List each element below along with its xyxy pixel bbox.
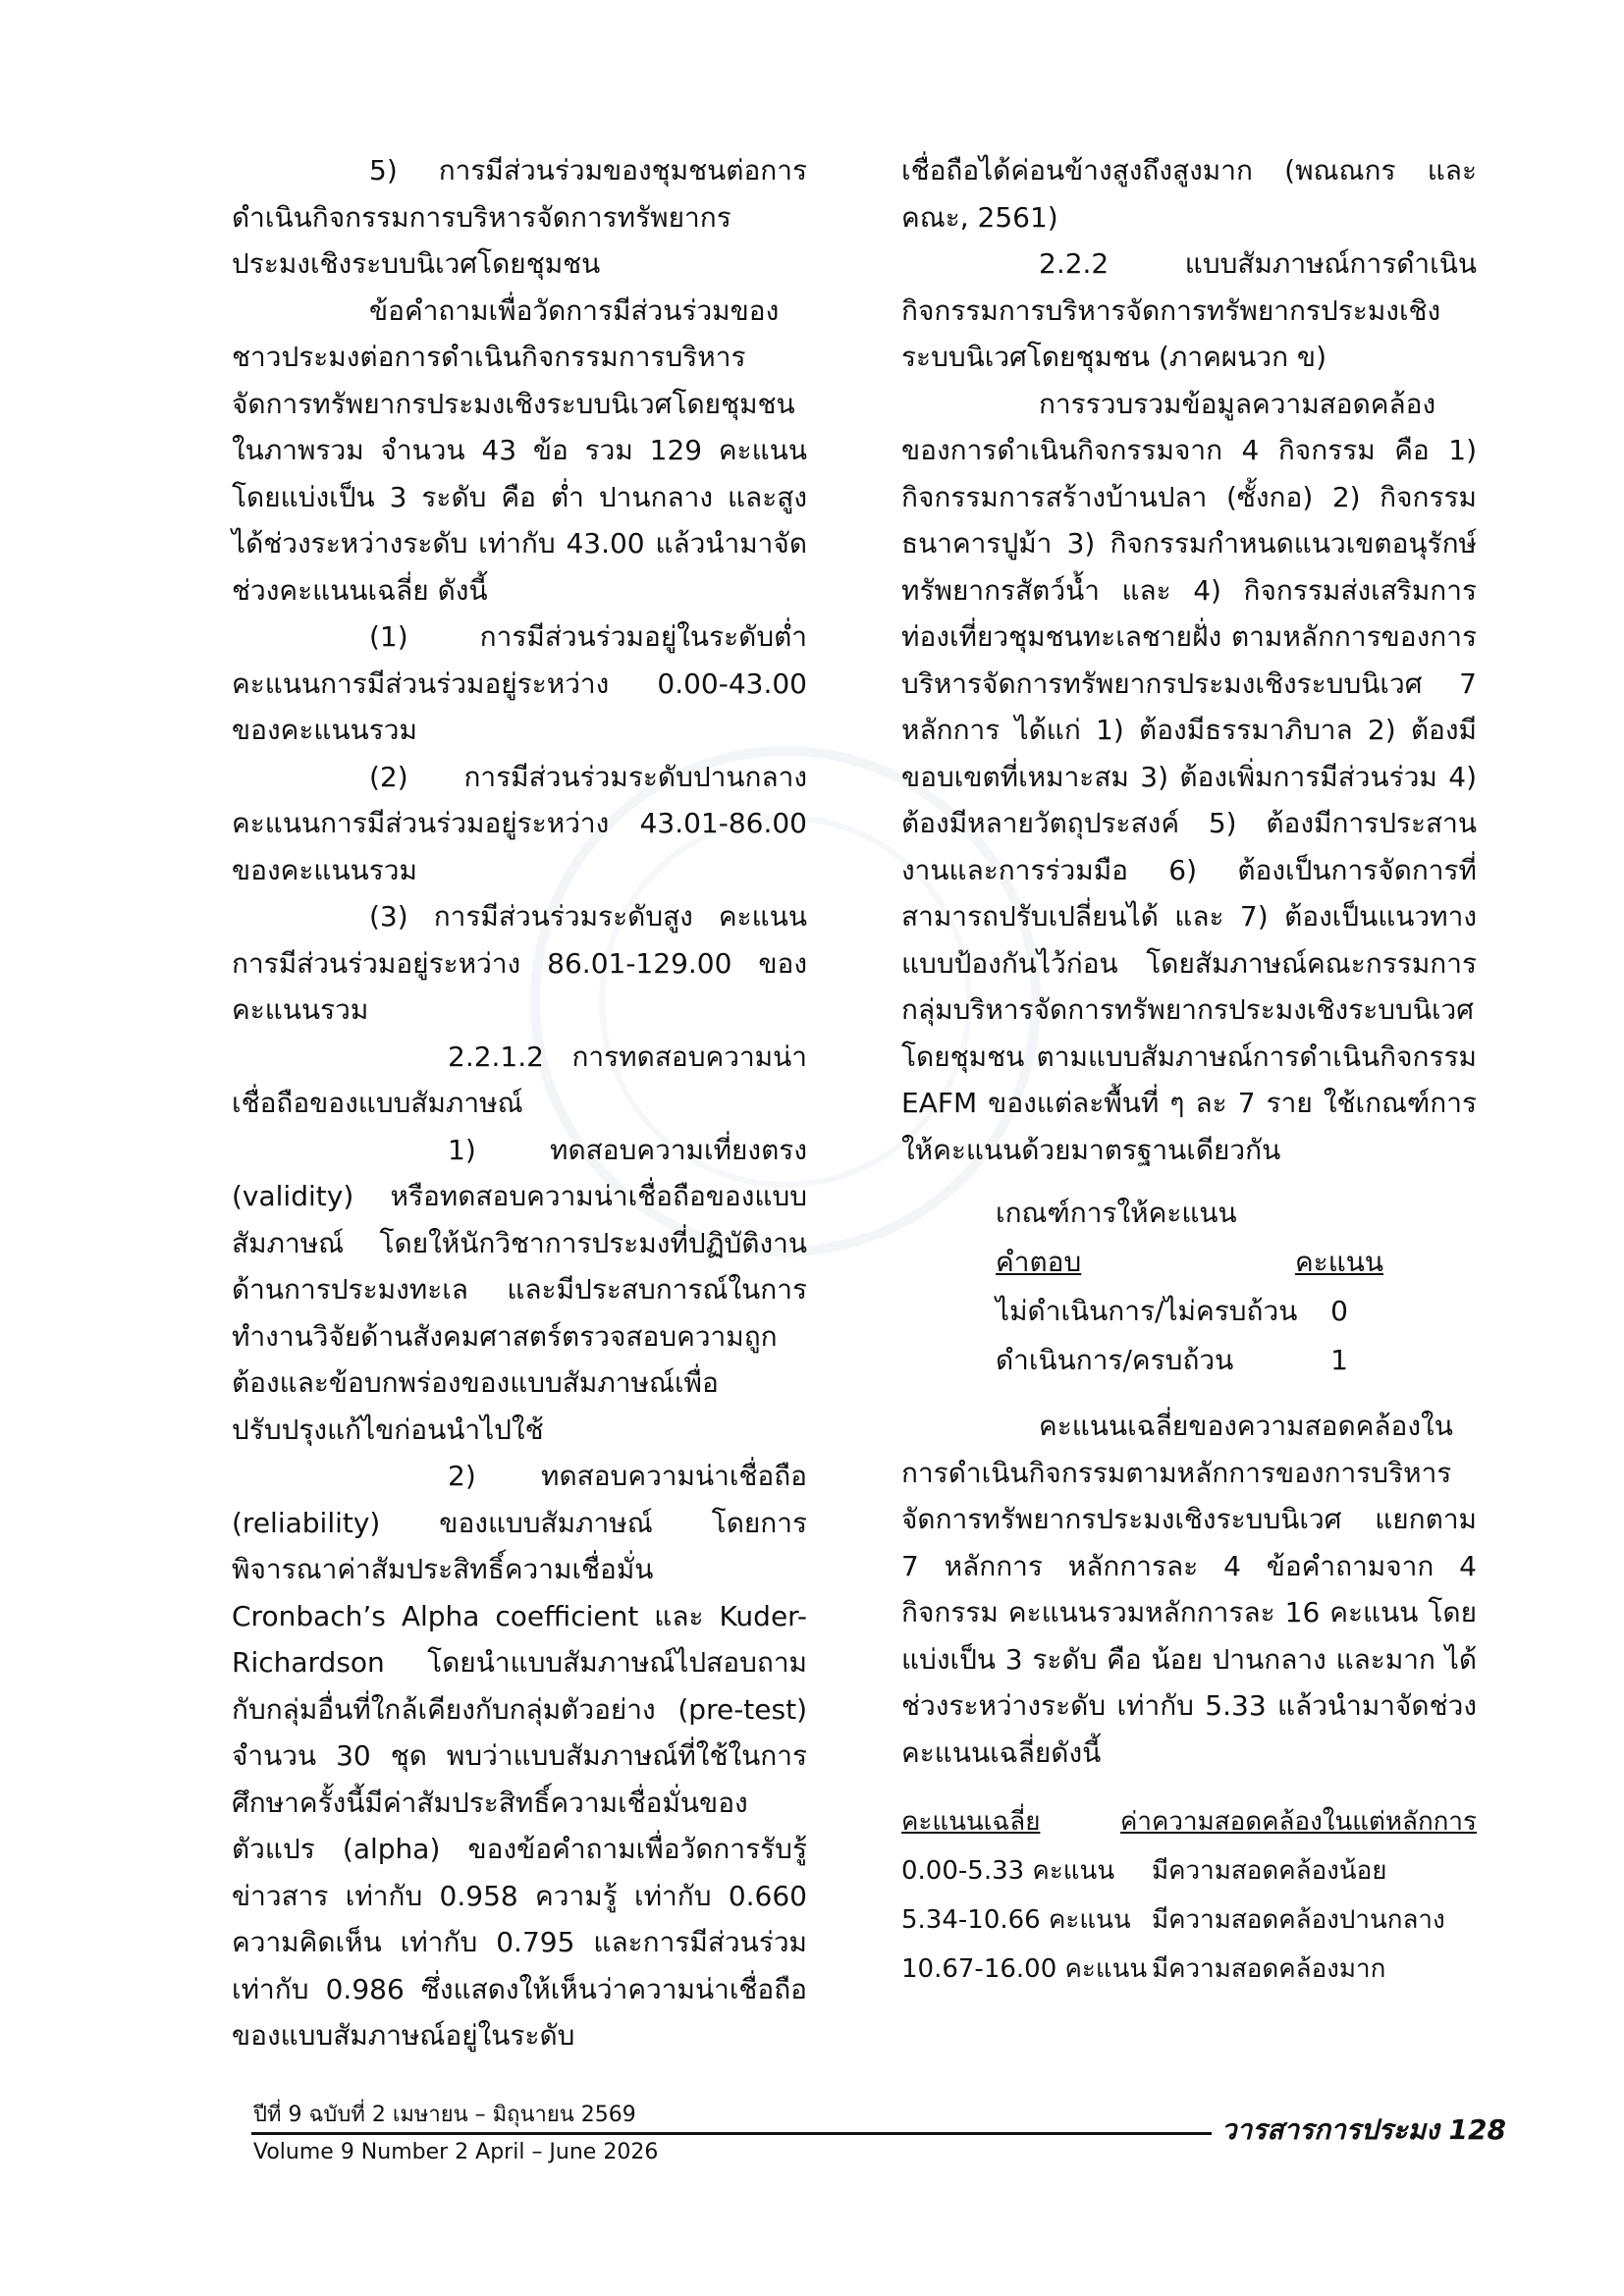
reliability-paragraph: 2) ทดสอบความน่าเชื่อถือ (reliability) ของแบบสัมภาษณ์ โดยการพิจารณาค่าสัมประสิทธิ์ความเชื่อมั่น Cronbach’s Alpha coefficient และ Kuder-Richardson โดยนำแบบสัมภาษณ์ไปสอบถามกับกลุ่มอื่นที่ใกล้เคียงกับกลุ่มตัวอย่าง (pre-test) จำนวน 30 ชุด พบว่าแบบสัมภาษณ์ที่ใช้ในการศึกษาครั้งนี้มีค่าสัมประสิทธิ์ความเชื่อมั่นของตัวแปร (alpha) ของข้อคำถามเพื่อวัดการรับรู้ข่าวสาร เท่ากับ 0.958 ความรู้ เท่ากับ 0.660 ความคิดเห็น เท่ากับ 0.795 และการมีส่วนร่วม เท่ากับ 0.986 ซึ่งแสดงให้เห็นว่าความน่าเชื่อถือของแบบสัมภาษณ์อยู่ในระดับ — [232, 1460, 807, 2052]
level-high: (3) การมีส่วนร่วมระดับสูง คะแนนการมีส่วนร่วมอยู่ระหว่าง 86.01-129.00 ของคะแนนรวม — [232, 900, 807, 1026]
criteria-score: 0 — [1330, 1295, 1348, 1327]
subsection-interview-form: 2.2.2 แบบสัมภาษณ์การดำเนินกิจกรรมการบริหารจัดการทรัพยากรประมงเชิงระบบนิเวศโดยชุมชน (ภาคผนวก ข) — [901, 247, 1477, 373]
level-low: (1) การมีส่วนร่วมอยู่ในระดับต่ำ คะแนนการมีส่วนร่วมอยู่ระหว่าง 0.00-43.00 ของคะแนนรวม — [232, 620, 807, 746]
left-column — [232, 147, 807, 2059]
range-header-meaning: ค่าความสอดคล้องในแต่หลักการ — [1120, 1807, 1477, 1837]
range-row — [901, 1846, 1477, 1896]
range-value: 10.67-16.00 คะแนน — [901, 1954, 1148, 1984]
criteria-header-score: คะแนน — [1294, 1246, 1384, 1278]
subsection-reliability-test: 2.2.1.2 การทดสอบความน่าเชื่อถือของแบบสัมภาษณ์ — [232, 1040, 807, 1119]
criteria-answer: ไม่ดำเนินการ/ไม่ครบถ้วน — [996, 1295, 1298, 1327]
criteria-header-answer: คำตอบ — [996, 1246, 1082, 1278]
range-table — [901, 1797, 1477, 1994]
data-collection-paragraph: การรวบรวมข้อมูลความสอดคล้องของการดำเนินกิจกรรมจาก 4 กิจกรรม คือ 1) กิจกรรมการสร้างบ้านปลา (ซั้งกอ) 2) กิจกรรมธนาคารปูม้า 3) กิจกรรมกำหนดแนวเขตอนุรักษ์ทรัพยากรสัตว์น้ำ และ 4) กิจกรรมส่งเสริมการท่องเที่ยวชุมชนทะเลชายฝั่ง ตามหลักการของการบริหารจัดการทรัพยากรประมงเชิงระบบนิเวศ 7 หลักการ ได้แก่ 1) ต้องมีธรรมาภิบาล 2) ต้องมีขอบเขตที่เหมาะสม 3) ต้องเพิ่มการมีส่วนร่วม 4) ต้องมีหลายวัตถุประสงค์ 5) ต้องมีการประสานงานและการร่วมมือ 6) ต้องเป็นการจัดการที่สามารถปรับเปลี่ยนได้ และ 7) ต้องเป็นแนวทางแบบป้องกันไว้ก่อน โดยสัมภาษณ์คณะกรรมการกลุ่มบริหารจัดการทรัพยากรประมงเชิงระบบนิเวศโดยชุมชน ตามแบบสัมภาษณ์การดำเนินกิจกรรม EAFM ของแต่ละพื้นที่ ๆ ละ 7 ราย ใช้เกณฑ์การให้คะแนนด้วยมาตรฐานเดียวกัน — [901, 387, 1477, 1166]
range-header-row — [901, 1797, 1477, 1846]
section-heading-participation: 5) การมีส่วนร่วมของชุมชนต่อการดำเนินกิจกรรมการบริหารจัดการทรัพยากรประมงเชิงระบบนิเวศโดยชุมชน — [232, 154, 807, 280]
average-score-paragraph: คะแนนเฉลี่ยของความสอดคล้องในการดำเนินกิจกรรมตามหลักการของการบริหารจัดการทรัพยากรประมงเชิงระบบนิเวศ แยกตาม 7 หลักการ หลักการละ 4 ข้อคำถามจาก 4 กิจกรรม คะแนนรวมหลักการละ 16 คะแนน โดยแบ่งเป็น 3 ระดับ คือ น้อย ปานกลาง และมาก ได้ช่วงระหว่างระดับ เท่ากับ 5.33 แล้วนำมาจัดช่วงคะแนนเฉลี่ยดังนี้ — [901, 1410, 1477, 1769]
range-meaning: มีความสอดคล้องปานกลาง — [1152, 1905, 1445, 1935]
range-row — [901, 1945, 1477, 1994]
criteria-row — [996, 1336, 1447, 1385]
range-meaning: มีความสอดคล้องน้อย — [1152, 1856, 1387, 1886]
range-header-average: คะแนนเฉลี่ย — [901, 1807, 1041, 1837]
criteria-header-row — [996, 1238, 1447, 1287]
range-meaning: มีความสอดคล้องมาก — [1152, 1954, 1386, 1984]
criteria-answer: ดำเนินการ/ครบถ้วน — [996, 1344, 1234, 1376]
citation-paragraph: เชื่อถือได้ค่อนข้างสูงถึงสูงมาก (พณณกร และคณะ, 2561) — [901, 154, 1477, 234]
criteria-score: 1 — [1330, 1344, 1348, 1376]
scoring-criteria — [996, 1189, 1447, 1385]
footer-issue-english: Volume 9 Number 2 April – June 2026 — [253, 2140, 659, 2164]
level-medium: (2) การมีส่วนร่วมระดับปานกลาง คะแนนการมีส่วนร่วมอยู่ระหว่าง 43.01-86.00 ของคะแนนรวม — [232, 760, 807, 886]
validity-paragraph: 1) ทดสอบความเที่ยงตรง (validity) หรือทดสอบความน่าเชื่อถือของแบบสัมภาษณ์ โดยให้นักวิชาการประมงที่ปฏิบัติงานด้านการประมงทะเล และมีประสบการณ์ในการทำงานวิจัยด้านสังคมศาสตร์ตรวจสอบความถูกต้องและข้อบกพร่องของแบบสัมภาษณ์เพื่อปรับปรุงแก้ไขก่อนนำไปใช้ — [232, 1133, 807, 1446]
criteria-row — [996, 1287, 1447, 1336]
footer-issue-thai: ปีที่ 9 ฉบับที่ 2 เมษายน – มิถุนายน 2569 — [253, 2103, 636, 2127]
right-column — [901, 147, 1477, 1994]
paragraph-participation-measure: ข้อคำถามเพื่อวัดการมีส่วนร่วมของชาวประมงต่อการดำเนินกิจกรรมการบริหารจัดการทรัพยากรประมงเชิงระบบนิเวศโดยชุมชนในภาพรวม จำนวน 43 ข้อ รวม 129 คะแนน โดยแบ่งเป็น 3 ระดับ คือ ต่ำ ปานกลาง และสูง ได้ช่วงระหว่างระดับ เท่ากับ 43.00 แล้วนำมาจัดช่วงคะแนนเฉลี่ย ดังนี้ — [232, 294, 807, 607]
footer-journal-page: วารสารการประมง 128 — [1212, 2110, 1506, 2150]
criteria-title: เกณฑ์การให้คะแนน — [996, 1197, 1237, 1229]
range-value: 0.00-5.33 คะแนน — [901, 1856, 1115, 1886]
range-value: 5.34-10.66 คะแนน — [901, 1905, 1131, 1935]
range-row — [901, 1896, 1477, 1945]
